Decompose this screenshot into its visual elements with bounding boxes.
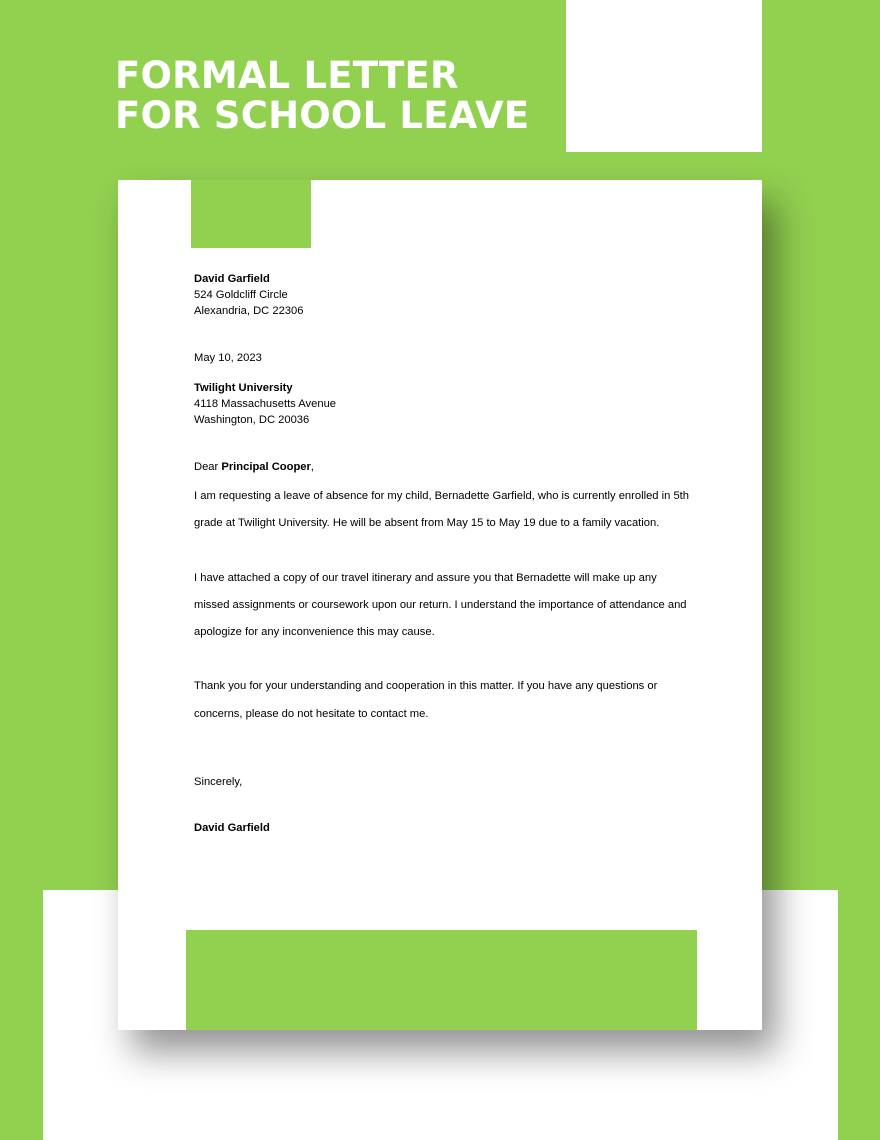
page-title [115, 56, 529, 136]
recipient-street: 4118 Massachusetts Avenue [194, 398, 337, 410]
recipient-address [194, 380, 694, 428]
salutation-suffix: , [310, 461, 314, 473]
salutation [194, 459, 694, 475]
letter-date: May 10, 2023 [194, 352, 262, 364]
page-title-line-1: FORMAL LETTER [115, 54, 459, 97]
sender-street: 524 Goldcliff Circle [194, 289, 288, 301]
letter-body [194, 271, 694, 836]
body-paragraph-1: I am requesting a leave of absence for my child, Bernadette Garfield, who is currently enrolled in 5th grade at Twilight University. He will be absent from May 15 to May 19 due to a family vacation. [194, 490, 689, 530]
letter-sheet [118, 180, 762, 1030]
recipient-name: Twilight University [194, 382, 293, 394]
sender-name: David Garfield [194, 273, 270, 285]
sender-city: Alexandria, DC 22306 [194, 305, 304, 317]
footer-accent-block [186, 930, 697, 1030]
signature-name: David Garfield [194, 822, 270, 835]
body-paragraph-3: Thank you for your understanding and cooperation in this matter. If you have any questions or concerns, please do not hesitate to contact me. [194, 680, 658, 720]
salutation-prefix: Dear [194, 461, 222, 473]
salutation-name: Principal Cooper [221, 461, 311, 473]
sender-address [194, 271, 694, 319]
top-right-white-block [566, 0, 762, 152]
body-paragraph-2: I have attached a copy of our travel itinerary and assure you that Bernadette will make up any missed assignments or coursework upon our return. I understand the importance of attendance and apologize for any inconvenience this may cause. [194, 571, 687, 639]
page-title-line-2: FOR SCHOOL LEAVE [115, 94, 530, 137]
closing: Sincerely, [194, 776, 243, 789]
recipient-city: Washington, DC 20036 [194, 414, 310, 426]
header-accent-block [191, 180, 311, 248]
